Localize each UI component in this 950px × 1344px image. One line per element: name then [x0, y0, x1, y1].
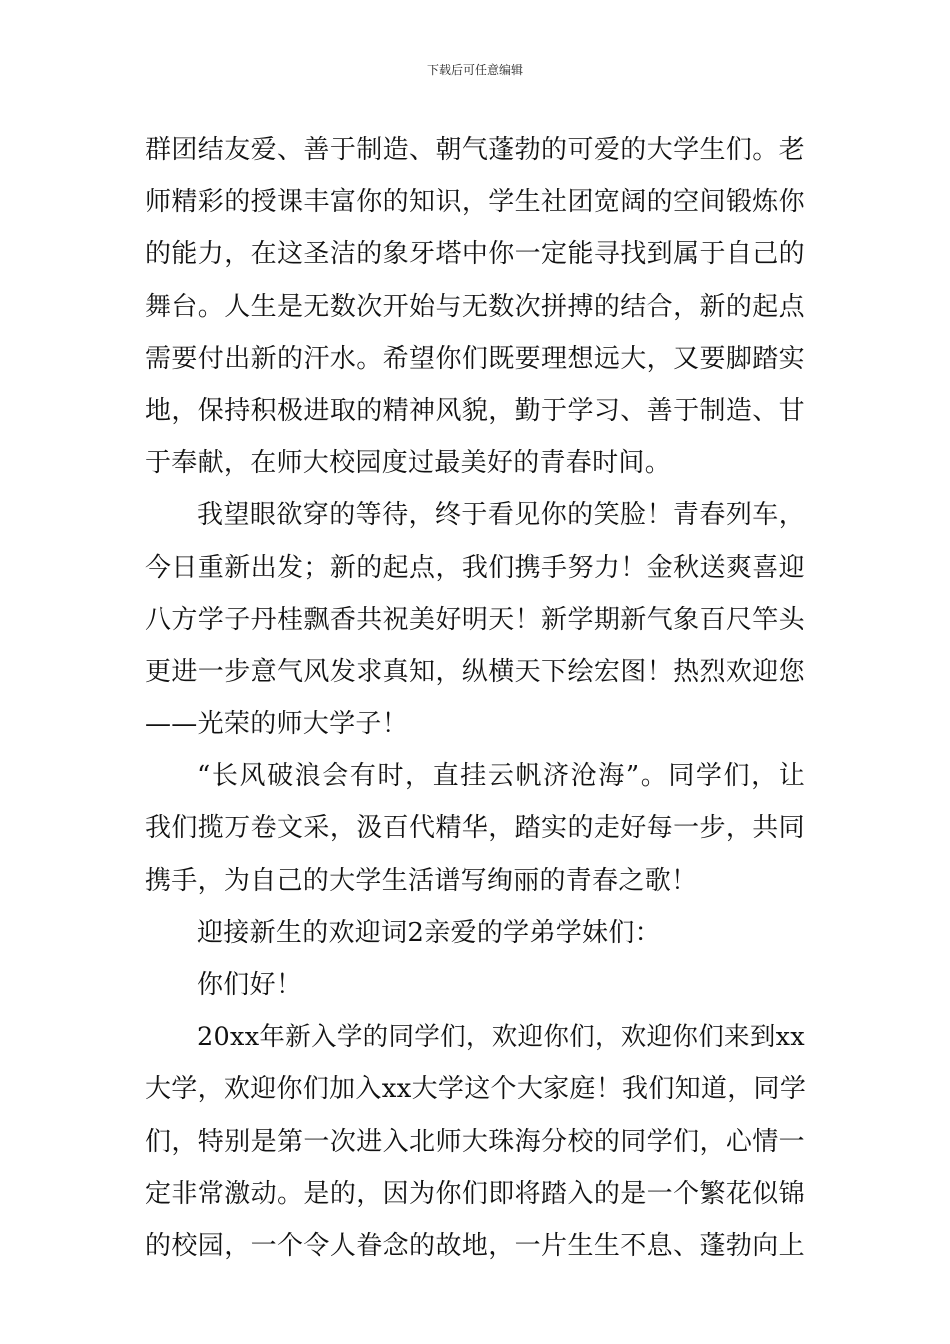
text-line: 群团结友爱、善于制造、朝气蓬勃的可爱的大学生们。老 — [145, 135, 805, 165]
text-line: 大学，欢迎你们加入xx大学这个大家庭！我们知道，同学 — [145, 1074, 807, 1105]
text-line: 你们好！ — [197, 970, 303, 1000]
text-line: 需要付出新的汗水。希望你们既要理想远大，又要脚踏实 — [145, 343, 805, 374]
text-line: 我们揽万卷文采，汲百代精华，踏实的走好每一步，共同 — [145, 813, 805, 844]
text-line: 迎接新生的欢迎词2亲爱的学弟学妹们： — [197, 917, 661, 948]
text-line: 师精彩的授课丰富你的知识，学生社团宽阔的空间锻炼你 — [145, 187, 805, 218]
text-line: 我望眼欲穿的等待，终于看见你的笑脸！青春列车， — [197, 500, 805, 531]
text-line: 于奉献，在师大校园度过最美好的青春时间。 — [145, 448, 672, 479]
text-line: 八方学子丹桂飘香共祝美好明天！新学期新气象百尺竿头 — [145, 604, 805, 635]
text-line: 更进一步意气风发求真知，纵横天下绘宏图！热烈欢迎您 — [145, 656, 805, 687]
text-line: 携手，为自己的大学生活谱写绚丽的青春之歌！ — [145, 865, 698, 896]
text-line: 的校园，一个令人眷念的故地，一片生生不息、蓬勃向上 — [145, 1230, 805, 1261]
text-line: 定非常激动。是的，因为你们即将踏入的是一个繁花似锦 — [145, 1178, 805, 1209]
text-line: “长风破浪会有时，直挂云帆济沧海”。同学们，让 — [197, 761, 805, 792]
document-body — [145, 124, 805, 1272]
text-line: 们，特别是第一次进入北师大珠海分校的同学们，心情一 — [145, 1126, 805, 1157]
text-line: 的能力，在这圣洁的象牙塔中你一定能寻找到属于自己的 — [145, 239, 805, 270]
text-line: ——光荣的师大学子！ — [145, 709, 409, 740]
text-line: 今日重新出发；新的起点，我们携手努力！金秋送爽喜迎 — [145, 552, 805, 583]
text-line: 20xx年新入学的同学们，欢迎你们，欢迎你们来到xx — [197, 1022, 805, 1053]
text-line: 舞台。人生是无数次开始与无数次拼搏的结合，新的起点 — [145, 291, 805, 322]
text-line: 地，保持积极进取的精神风貌，勤于学习、善于制造、甘 — [145, 395, 805, 426]
page-header: 下载后可任意编辑 — [426, 63, 523, 77]
